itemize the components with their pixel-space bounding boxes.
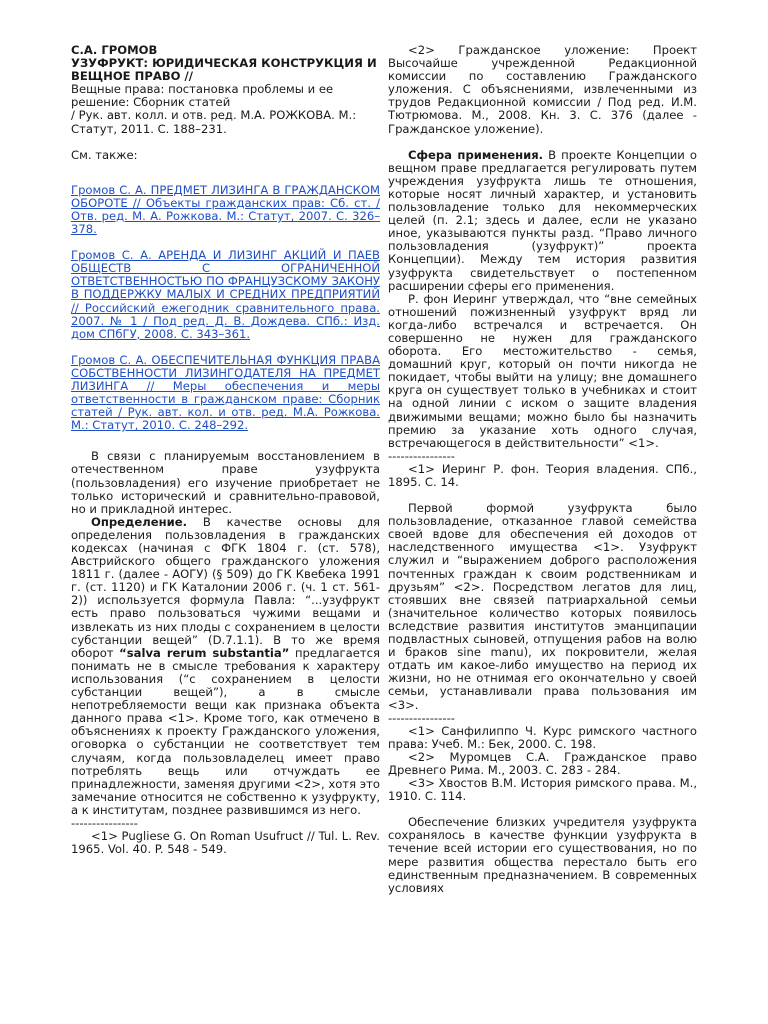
footnote-pugliese: <1> Pugliese G. On Roman Usufruct // Tul. L. Rev. 1965. Vol. 40. P. 548 - 549.	[71, 829, 380, 857]
link-security-function[interactable]: Громов С. А. ОБЕСПЕЧИТЕЛЬНАЯ ФУНКЦИЯ ПРАВА СОБСТВЕННОСТИ ЛИЗИНГОДАТЕЛЯ НА ПРЕДМЕТ ЛИЗИНГА // Меры обеспечения и меры ответственности в гражданском праве: Сборник статей / Рук. авт. кол. и отв. ред. М.А. Рожкова. М.: Статут, 2010. С. 248–292.	[71, 352, 380, 433]
left-column	[71, 44, 380, 856]
closing-paragraph: Обеспечение близких учредителя узуфрукта сохранялось в качестве функции узуфрукта в течение всей истории его существования, но по мере развития общества перестало быть его единственным предназначением. В современных условиях	[388, 815, 697, 895]
footnote-civil-code: <2> Гражданское уложение: Проект Высочайше учрежденной Редакционной комиссии по составлению Гражданского уложения. С объяснениями, извлеченными из трудов Редакционной комиссии / Под ред. И.М. Тютрюмова. М., 2008. Кн. 3. С. 376 (далее - Гражданское уложение).	[388, 43, 697, 136]
footnote-khvostov: <3> Хвостов В.М. История римского права. М., 1910. С. 114.	[388, 776, 697, 804]
scope-paragraph: Сфера применения. В проекте Концепции о вещном праве предлагается регулировать путем учреждения узуфрукта лишь те отношения, которые носят личный характер, и установить пользовладение только для некоммерческих целей (п. 2.1; здесь и далее, если не указано иное, указываются пункты разд. “Право личного пользовладения (узуфрукт)” проекта Концепции). Между тем история развития узуфрукта свидетельствует о постепенном расширении сферы его применения.	[388, 147, 697, 293]
link-leasing-subject[interactable]: Громов С. А. ПРЕДМЕТ ЛИЗИНГА В ГРАЖДАНСКОМ ОБОРОТЕ // Объекты гражданских прав: Сб. ст. / Отв. ред. М. А. Рожкова. М.: Статут, 2007. С. 326–378.	[71, 182, 380, 237]
footnote-rule: ----------------	[388, 710, 455, 725]
intro-paragraph: В связи с планируемым восстановлением в отечественном праве узуфрукта (пользовладения) его изучение приобретает не только исторический и сравнительно-правовой, но и прикладной интерес.	[71, 449, 380, 516]
footnote-sanfilippo: <1> Санфилиппо Ч. Курс римского частного права: Учеб. М.: Бек, 2000. С. 198.	[388, 723, 697, 751]
scope-heading: Сфера применения.	[408, 147, 544, 162]
first-form-paragraph: Первой формой узуфрукта было пользовладение, отказанное главой семейства своей вдове для обеспечения ей доходов от наследственного имущества <1>. Узуфрукт служил и “выражением доброго расположения почтенных граждан к своим родственникам и друзьям” <2>. Посредством легатов для лиц, стоявших вне связей патриархальной семьи (значительное количество которых появилось вследствие развития институтов эманципации подвластных сыновей, отпущения рабов на волю и браков sine manu), их покровители, желая отдать им какое-либо имущество на период их жизни, но не отнимая его окончательно у своей семьи, устанавливали права пользования им <3>.	[388, 501, 697, 712]
see-also-label: См. также:	[71, 147, 138, 162]
definition-heading: Определение.	[91, 514, 188, 529]
footnote-rule: ----------------	[71, 815, 138, 830]
salva-rerum-term: “salva rerum substantia”	[119, 645, 290, 660]
footnote-muromtsev: <2> Муромцев С.А. Гражданское право Древнего Рима. М., 2003. С. 283 - 284.	[388, 749, 697, 777]
right-column	[388, 44, 697, 895]
editor-info: / Рук. авт. колл. и отв. ред. М.А. РОЖКОВА. М.: Статут, 2011. С. 188–231.	[71, 108, 357, 136]
link-lease-shares[interactable]: Громов С. А. АРЕНДА И ЛИЗИНГ АКЦИЙ И ПАЕВ ОБЩЕСТВ С ОГРАНИЧЕННОЙ ОТВЕТСТВЕННОСТЬЮ ПО ФРАНЦУЗСКОМУ ЗАКОНУ В ПОДДЕРЖКУ МАЛЫХ И СРЕДНИХ ПРЕДПРИЯТИЙ // Российский ежегодник сравнительного права. 2007. № 1 / Под ред. Д. В. Дождева. СПб.: Изд. дом СПбГУ, 2008. С. 343–361.	[71, 248, 380, 341]
footnote-ihering: <1> Иеринг Р. фон. Теория владения. СПб., 1895. С. 14.	[388, 461, 697, 489]
author: С.А. ГРОМОВ	[71, 43, 158, 57]
article-title: УЗУФРУКТ: ЮРИДИЧЕСКАЯ КОНСТРУКЦИЯ И ВЕЩНОЕ ПРАВО //	[71, 56, 377, 84]
ihering-paragraph: Р. фон Иеринг утверждал, что “вне семейных отношений пожизненный узуфрукт вряд ли когда-либо встречался и встречается. Он совершенно не нужен для гражданского оборота. Его местожительство - семья, домашний круг, который он почти никогда не покидает, чтобы выйти на улицу; вне домашнего круга он существует только в учебниках и стоит на одной линии с иском о защите владения движимыми вещами; можно было бы назначить премию за указание хоть одного случая, встречающегося в действительности” <1>.	[388, 291, 697, 450]
definition-paragraph: Определение. В качестве основы для определения пользовладения в гражданских кодексах (начиная с ФГК 1804 г. (ст. 578), Австрийского общего гражданского уложения 1811 г. (далее - АОГУ) (§ 509) до ГК Квебека 1991 г. (ст. 1120) и ГК Каталонии 2006 г. (ч. 1 ст. 561-2)) используется формула Павла: “...узуфрукт есть право пользоваться чужими вещами и извлекать из них плоды с сохранением в целости субстанции вещей” (D.7.1.1). В то же время оборот “salva rerum substantia” предлагается понимать не в смысле требования к характеру использования (“с сохранением в целости субстанции вещей”), а в смысле непотребляемости вещи как признака объекта данного права <1>. Кроме того, как отмечено в объяснениях к проекту Гражданского уложения, оговорка о субстанции не соответствует тем случаям, когда пользовладелец имеет право потреблять вещь или отчуждать ее принадлежности, заменяя другими <2>, хотя это замечание относится не собственно к узуфрукту, а к институтам, позднее развившимся из него.	[71, 514, 380, 817]
footnote-rule: ----------------	[388, 448, 455, 463]
collection-source: Вещные права: постановка проблемы и ее решение: Сборник статей	[71, 82, 334, 110]
